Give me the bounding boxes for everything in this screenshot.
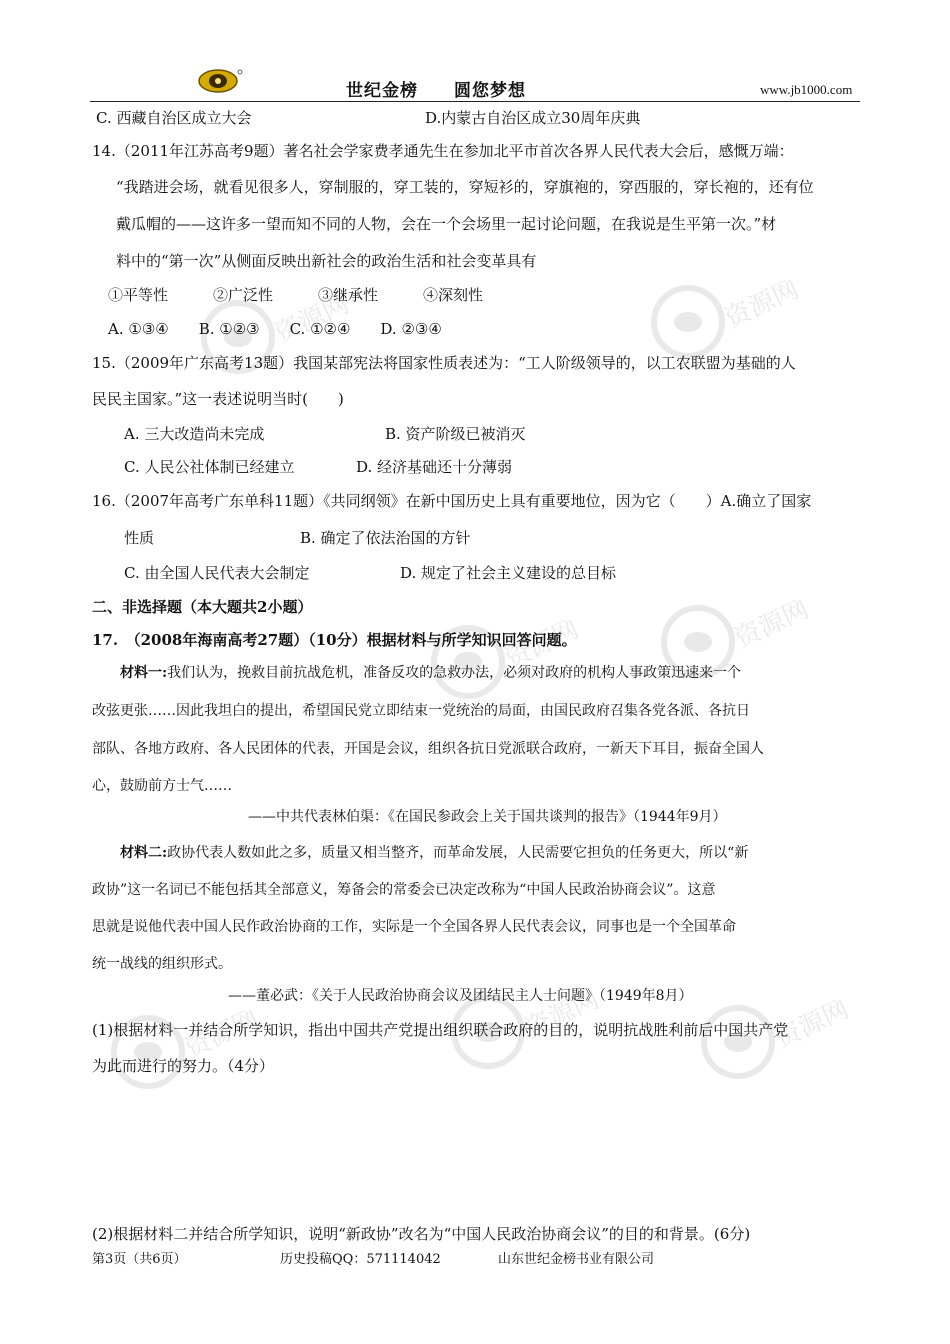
question-14-quote-line1: “我踏进会场，就看见很多人，穿制服的，穿工装的，穿短衫的，穿旗袍的，穿西服的，穿长袍的，还有位	[116, 178, 814, 196]
watermark-logo	[700, 1000, 870, 1084]
svg-text:资源网: 资源网	[730, 600, 814, 655]
question-14-items: ①平等性 ②广泛性 ③继承性 ④深刻性	[108, 286, 484, 304]
section-heading-2: 二、非选择题（本大题共2小题）	[92, 598, 313, 616]
question-15-option-d: D. 经济基础还十分薄弱	[356, 458, 513, 476]
material-1-text: 我们认为，挽救目前抗战危机，准备反攻的急救办法，必须对政府的机构人事政策迅速来一个	[167, 665, 742, 681]
material-2-line1	[120, 842, 748, 862]
question-14-options: A. ①③④ B. ①②③ C. ①②④ D. ②③④	[108, 320, 442, 338]
header-title: 世纪金榜 圆您梦想	[346, 81, 526, 101]
question-16-option-b: B. 确定了依法治国的方针	[300, 529, 471, 547]
question-17-sub1-cont: 为此而进行的努力。（4分）	[92, 1057, 275, 1075]
footer-page-number: 第3页（共6页）	[92, 1252, 187, 1267]
question-14-stem: 14.（2011年江苏高考9题）著名社会学家费孝通先生在参加北平市首次各界人民代表大会后，感慨万端：	[92, 142, 794, 160]
question-15-option-b: B. 资产阶级已被消灭	[385, 425, 526, 443]
question-17-sub1: (1)根据材料一并结合所学知识，指出中国共产党提出组织联合政府的目的，说明抗战胜利前后中国共产党	[92, 1021, 789, 1039]
question-15-option-a: A. 三大改造尚未完成	[124, 425, 265, 443]
material-2-label: 材料二:	[120, 845, 168, 861]
question-14-quote-line2: 戴瓜帽的——这许多一望而知不同的人物，会在一个会场里一起讨论问题，在我说是生平第一次。”材	[116, 215, 777, 233]
material-1-source: ——中共代表林伯渠：《在国民参政会上关于国共谈判的报告》（1944年9月）	[248, 809, 727, 825]
svg-text:资源网: 资源网	[180, 1010, 264, 1065]
question-16-option-c: C. 由全国人民代表大会制定	[124, 564, 310, 582]
material-1-line1	[120, 662, 741, 682]
header-divider	[90, 101, 860, 102]
material-1-line2: 改弦更张……因此我坦白的提出，希望国民党立即结束一党统治的局面，由国民政府召集各党各派、各抗日	[92, 703, 750, 719]
question-14-quote-line3: 料中的“第一次”从侧面反映出新社会的政治生活和社会变革具有	[116, 252, 537, 270]
question-17-stem: 17. （2008年海南高考27题）（10分）根据材料与所学知识回答问题。	[92, 631, 577, 649]
svg-text:资源网: 资源网	[770, 1000, 854, 1055]
svg-text:资源网: 资源网	[520, 990, 604, 1045]
question-16-option-d: D. 规定了社会主义建设的总目标	[400, 564, 617, 582]
question-15-stem: 15.（2009年广东高考13题）我国某部宪法将国家性质表述为：“工人阶级领导的，以工农联盟为基础的人	[92, 354, 796, 372]
question-17-sub2: (2)根据材料二并结合所学知识，说明“新政协”改名为“中国人民政治协商会议”的目的和背景。(6分)	[92, 1225, 751, 1243]
header-url[interactable]: www.jb1000.com	[760, 82, 853, 97]
material-2-source: ——董必武：《关于人民政治协商会议及团结民主人士问题》（1949年8月）	[228, 988, 693, 1004]
footer-qq: 历史投稿QQ：571114042	[280, 1252, 441, 1267]
option-d-q13: D.内蒙古自治区成立30周年庆典	[425, 109, 641, 127]
option-c-q13: C. 西藏自治区成立大会	[96, 109, 252, 127]
question-15-stem-cont: 民民主国家。”这一表述说明当时( )	[92, 390, 344, 408]
question-16-stem-cont: 性质	[124, 529, 155, 547]
logo-icon	[196, 66, 246, 96]
material-2-line3: 思就是说他代表中国人民作政治协商的工作，实际是一个全国各界人民代表会议，同事也是一个全国革命	[92, 919, 736, 935]
question-15-option-c: C. 人民公社体制已经建立	[124, 458, 295, 476]
material-1-line3: 部队、各地方政府、各人民团体的代表，开国是会议，组织各抗日党派联合政府，一新天下耳目，振奋全国人	[92, 741, 764, 757]
material-2-line4: 统一战线的组织形式。	[92, 956, 232, 972]
svg-text:资源网: 资源网	[500, 620, 584, 675]
material-2-line2: 政协”这一名词已不能包括其全部意义，筹备会的常委会已决定改称为“中国人民政治协商会议”。这意	[92, 882, 716, 898]
material-2-text: 政协代表人数如此之多，质量又相当整齐，而革命发展，人民需要它担负的任务更大，所以“新	[167, 845, 749, 861]
svg-text:资源网: 资源网	[720, 280, 804, 335]
material-1-label: 材料一:	[120, 665, 168, 681]
material-1-line4: 心，鼓励前方士气……	[92, 778, 232, 794]
svg-text:资源网: 资源网	[270, 295, 354, 350]
question-16-stem: 16.（2007年高考广东单科11题）《共同纲领》在新中国历史上具有重要地位，因为它（ ）A.确立了国家	[92, 492, 812, 510]
footer-company: 山东世纪金榜书业有限公司	[498, 1252, 655, 1267]
